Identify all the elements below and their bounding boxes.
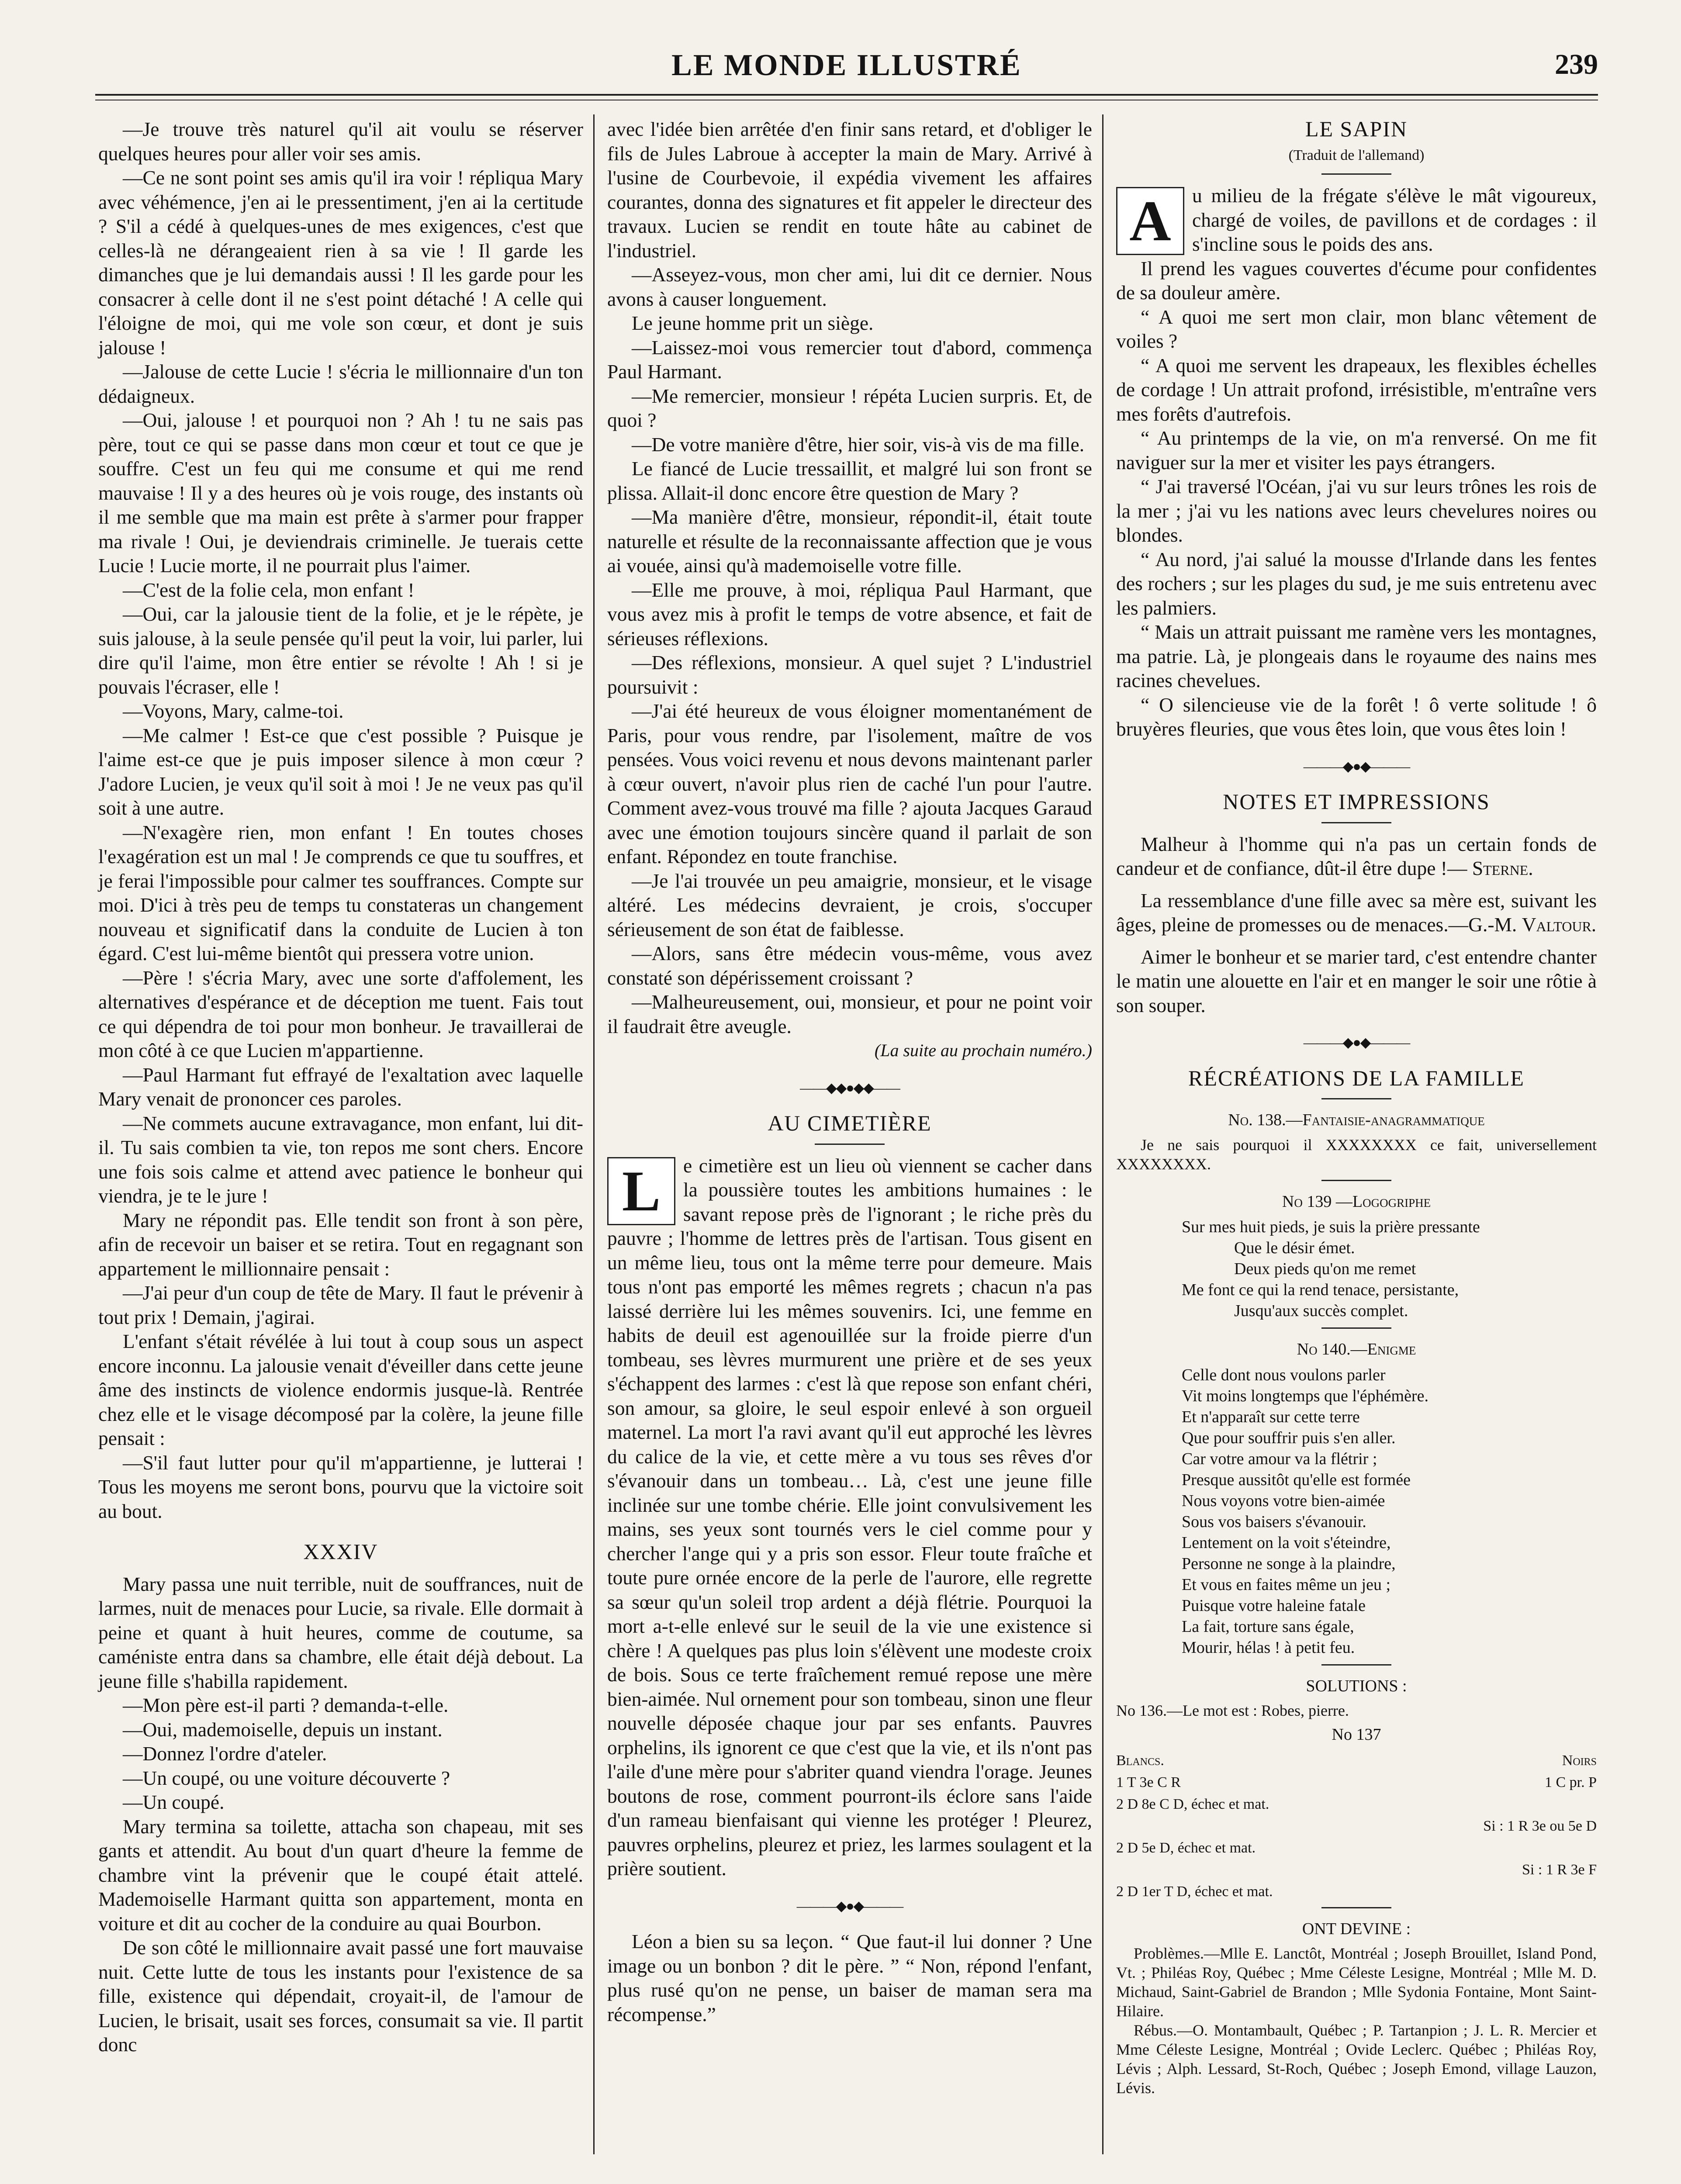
note-text: Malheur à l'homme qui n'a pas un certain fonds de candeur et de confiance, dût-il être dupe !—	[1116, 833, 1597, 879]
paragraph: —Ma manière d'être, monsieur, répondit-il, était toute naturelle et résulte de la reconnaissante affection que je vous ai vouée, ainsi qu'à mademoiselle votre fille.	[607, 506, 1092, 577]
paragraph	[607, 1154, 1092, 1881]
paragraph: —Je trouve très naturel qu'il ait voulu se réserver quelques heures pour aller voir ses amis.	[98, 118, 583, 165]
paragraph: —De votre manière d'être, hier soir, vis-à vis de ma fille.	[632, 433, 1085, 456]
white-move: 2 D 5e D, échec et mat.	[1116, 1839, 1256, 1856]
section-heading: RÉCRÉATIONS DE LA FAMILLE	[1188, 1065, 1525, 1090]
verse	[1116, 1365, 1597, 1658]
paragraph: “ Au nord, j'ai salué la mousse d'Irlande dans les fentes des rochers ; sur les plages du sud, je me suis entretenu avec les palmiers.	[1116, 548, 1597, 619]
verse-line: Sous vos baisers s'évanouir.	[1182, 1512, 1366, 1531]
short-rule	[1321, 1327, 1391, 1329]
note-text: Aimer le bonheur et se marier tard, c'est entendre chanter le matin une alouette en l'air et en manger le soir une rôtie à son souper.	[1116, 945, 1597, 1016]
paragraph: Mary passa une nuit terrible, nuit de souffrances, nuit de larmes, nuit de menaces pour Lucie, sa rivale. Elle dormait à peine et quant à huit heures, comme de coutume, sa caméniste entra dans sa chambre, elle était déjà debout. La jeune fille s'habilla rapidement.	[98, 1572, 583, 1692]
short-rule	[1321, 173, 1391, 175]
paragraph: —Père ! s'écria Mary, avec une sorte d'affolement, les alternatives d'espérance et de déception me tuent. Fais tout ce qui dépendra de toi pour mon bonheur. Je travaillerai de mon côté à ce que Lucien m'appartienne.	[98, 966, 583, 1061]
verse-line: Que pour souffrir puis s'en aller.	[1182, 1428, 1396, 1447]
paragraph: —N'exagère rien, mon enfant ! En toutes choses l'exagération est un mal ! Je comprends ce que tu souffres, et je ferai l'impossible pour calmer tes souffrances. Compte sur moi. D'ici à très peu de temps tu constateras un changement nouveau et significatif dans la conduite de Lucien à ton égard. C'est lui-même bientôt qui pressera votre union.	[98, 821, 583, 964]
section-heading: AU CIMETIÈRE	[768, 1111, 932, 1135]
header-rule	[95, 94, 1598, 96]
column-divider	[1102, 114, 1103, 2154]
paragraph: —C'est de la folie cela, mon enfant !	[123, 578, 415, 601]
paragraph: —Ne commets aucune extravagance, mon enfant, lui dit-il. Tu sais combien ta vie, ton repos me sont chers. Encore une fois sois calme et attend avec patience le bonheur qui viendra, je te le jure !	[98, 1112, 583, 1207]
paragraph: —Elle me prouve, à moi, répliqua Paul Harmant, que vous avez mis à profit le temps de votre absence, et fait de sérieuses réflexions.	[607, 578, 1092, 650]
puzzle-title: No. 138.—Fantaisie-anagrammatique	[1228, 1111, 1485, 1129]
paragraph: —Donnez l'ordre d'ateler.	[123, 1742, 327, 1765]
paragraph: L'enfant s'était révélée à lui tout à coup sous un aspect encore inconnu. La jalousie venait d'éveiller dans cette jeune âme des instincts de violence endormis jusque-là. Rentrée chez elle et le visage décomposé par la colère, la jeune fille pensait :	[98, 1330, 583, 1449]
paragraph: —Me remercier, monsieur ! répéta Lucien surpris. Et, de quoi ?	[607, 384, 1092, 431]
paragraph: —Je l'ai trouvée un peu amaigrie, monsieur, et le visage altéré. Les médecins devraient, je crois, s'occuper sérieusement de son état de faiblesse.	[607, 869, 1092, 940]
paragraph: “ Mais un attrait puissant me ramène vers les montagnes, ma patrie. Là, je plongeais dans le royaume des nains mes racines chevelues.	[1116, 621, 1597, 691]
note-text: La ressemblance d'une fille avec sa mère est, suivant les âges, pleine de promesses ou de menaces.—G.-M.	[1116, 889, 1597, 936]
section-heading: LE SAPIN	[1305, 117, 1408, 141]
paragraph: —Malheureusement, oui, monsieur, et pour ne point voir il faudrait être aveugle.	[607, 991, 1092, 1037]
white-move: 2 D 1er T D, échec et mat.	[1116, 1883, 1273, 1900]
drop-cap: L	[607, 1157, 675, 1225]
ornament-divider: ——◆◆●◆◆——	[800, 1079, 899, 1095]
verse	[1116, 1216, 1597, 1321]
paragraph: —Asseyez-vous, mon cher ami, lui dit ce dernier. Nous avons à causer longuement.	[607, 263, 1092, 310]
paragraph: —J'ai peur d'un coup de tête de Mary. Il faut le prévenir à tout prix ! Demain, j'agirai.	[98, 1282, 583, 1328]
paragraph: Mary ne répondit pas. Elle tendit son front à son père, afin de recevoir un baiser et se retira. Tout en regagnant son appartement le millionnaire pensait :	[98, 1209, 583, 1280]
short-rule	[815, 1144, 885, 1145]
white-label: Blancs.	[1116, 1752, 1164, 1769]
ornament-divider: ———◆●◆———	[1303, 1034, 1410, 1050]
paragraph: Léon a bien su sa leçon. “ Que faut-il lui donner ? Une image ou un bonbon ? dit le père. ” “ Non, répond l'enfant, plus rusé qu'on ne pense, un baiser de maman sera ma récompense.”	[607, 1930, 1092, 2025]
short-rule	[1321, 1180, 1391, 1181]
paragraph: —Oui, mademoiselle, depuis un instant.	[123, 1718, 443, 1741]
solution-137-title: No 137	[1332, 1725, 1381, 1744]
note-author: Valtour.	[1522, 913, 1597, 936]
paragraph: —Oui, car la jalousie tient de la folie, et je le répète, je suis jalouse, à la seule pensée qu'il peut la voir, lui parler, lui dire qu'il l'aime, mon être entier se révolte ! Ah ! si je pouvais l'écraser, elle !	[98, 603, 583, 698]
black-move: 1 C pr. P	[1544, 1774, 1597, 1790]
verse-line: Celle dont nous voulons parler	[1182, 1365, 1386, 1384]
sapin-first: u milieu de la frégate s'élève le mât vigoureux, chargé de voiles, de pavillons et de cordages : il s'incline sous le poids des ans.	[1192, 184, 1597, 255]
chess-row	[1116, 1881, 1597, 1903]
paragraph: “ A quoi me sert mon clair, mon blanc vêtement de voiles ?	[1116, 305, 1597, 352]
section-heading: NOTES ET IMPRESSIONS	[1223, 789, 1490, 814]
drop-cap: A	[1116, 187, 1184, 255]
paragraph	[1116, 183, 1597, 256]
black-move: Si : 1 R 3e F	[1522, 1861, 1597, 1878]
verse-line: Et n'apparaît sur cette terre	[1182, 1407, 1360, 1426]
paragraph: —Ce ne sont point ses amis qu'il ira voir ! répliqua Mary avec véhémence, j'en ai le pressentiment, j'en ai la certitude ? S'il a cédé à quelques-unes de mes exigences, c'est que celles-là ne dérangeaient rien à sa vie ! Il garde les dimanches que je lui demandais aussi ! Il les garde pour les consacrer à celle dont il ne s'est point détaché ! A celle qui l'éloigne de moi, qui me vole son cœur, et dont je suis jalouse !	[98, 166, 583, 359]
verse-line: Sur mes huit pieds, je suis la prière pressante	[1182, 1218, 1480, 1236]
ornament-divider: ———◆●◆———	[796, 1897, 903, 1914]
verse-line: Personne ne songe à la plaindre,	[1182, 1554, 1396, 1573]
column-2	[607, 117, 1092, 2026]
guessed-title: ONT DEVINE :	[1302, 1919, 1411, 1938]
chess-row	[1116, 1815, 1597, 1837]
paragraph: —Jalouse de cette Lucie ! s'écria le millionnaire d'un ton dédaigneux.	[98, 360, 583, 407]
note-author: Sterne.	[1472, 857, 1533, 879]
verse-line: Puisque votre haleine fatale	[1182, 1596, 1366, 1615]
paragraph: “ O silencieuse vie de la forêt ! ô verte solitude ! ô bruyères fleuries, que vous êtes loin, que vous êtes loin !	[1116, 693, 1597, 740]
puzzle-title: No 140.—Enigme	[1297, 1340, 1416, 1358]
chapter-heading: XXXIV	[303, 1539, 378, 1564]
subtitle: (Traduit de l'allemand)	[1288, 147, 1425, 163]
short-rule	[1321, 1907, 1391, 1908]
paragraph: Le jeune homme prit un siège.	[632, 312, 874, 334]
paragraph: Mary termina sa toilette, attacha son chapeau, mit ses gants et attendit. Au bout d'un quart d'heure la femme de chambre vint la prévenir que le coupé était attelé. Mademoiselle Harmant quitta son appartement, monta en voiture et dit au cocher de la conduire au quai Bourbon.	[98, 1815, 583, 1935]
paragraph: —Des réflexions, monsieur. A quel sujet ? L'industriel poursuivit :	[607, 651, 1092, 698]
verse-line: Que le désir émet.	[1234, 1239, 1355, 1257]
paragraph: —Un coupé.	[123, 1791, 225, 1813]
verse-line: Lentement on la voit s'éteindre,	[1182, 1533, 1391, 1552]
paragraph: “ J'ai traversé l'Océan, j'ai vu sur leurs trônes les rois de la mer ; j'ai vu les nations avec leurs chevelures noires ou blondes.	[1116, 475, 1597, 546]
verse-line: Me font ce qui la rend tenace, persistante,	[1182, 1281, 1459, 1299]
paragraph: —Alors, sans être médecin vous-même, vous avez constaté son dépérissement croissant ?	[607, 942, 1092, 989]
to-be-continued: (La suite au prochain numéro.)	[874, 1040, 1092, 1060]
black-label: Noirs	[1562, 1752, 1597, 1769]
white-move: 2 D 8e C D, échec et mat.	[1116, 1796, 1269, 1812]
paragraph: —Mon père est-il parti ? demanda-t-elle.	[123, 1694, 449, 1716]
paragraph: —Laissez-moi vous remercier tout d'abord, commença Paul Harmant.	[607, 336, 1092, 383]
paragraph: —Oui, jalouse ! et pourquoi non ? Ah ! tu ne sais pas père, tout ce qui se passe dans mon cœur et tout ce que je souffre. C'est un feu qui me consume et qui me rend mauvaise ! Il y a des heures où je vois rouge, des instants où il me semble que ma main est prête à s'armer pour frapper ma rivale ! Oui, je deviendrais criminelle. Je tuerais cette Lucie ! Lucie morte, il ne pourrait plus l'aimer.	[98, 409, 583, 577]
verse-line: Et vous en faites même un jeu ;	[1182, 1575, 1391, 1594]
paragraph: —Me calmer ! Est-ce que c'est possible ? Puisque je l'aime est-ce que je puis imposer silence à mon cœur ? J'adore Lucien, je veux qu'il soit à moi ! Je ne veux pas qu'il soit à une autre.	[98, 724, 583, 819]
verse-line: Deux pieds qu'on me remet	[1234, 1260, 1416, 1278]
newspaper-title: LE MONDE ILLUSTRÉ	[671, 48, 1022, 82]
chess-row	[1116, 1794, 1597, 1815]
paragraph: —Paul Harmant fut effrayé de l'exaltation avec laquelle Mary venait de prononcer ces paroles.	[98, 1063, 583, 1110]
chess-row	[1116, 1837, 1597, 1859]
note	[1116, 945, 1597, 1018]
verse-line: Vit moins longtemps que l'éphémère.	[1182, 1386, 1429, 1405]
verse-line: Jusqu'aux succès complet.	[1234, 1302, 1408, 1320]
short-rule	[1321, 1664, 1391, 1666]
column-divider	[593, 114, 595, 2154]
short-rule	[1321, 1098, 1391, 1099]
paragraph: De son côté le millionnaire avait passé une fort mauvaise nuit. Cette lutte de tous les instants pour l'existence de sa fille, existence qui dépendait, croyait-il, de l'amour de Lucien, le brisait, usait ses forces, consumait sa vie. Il partit donc	[98, 1936, 583, 2056]
white-move: 1 T 3e C R	[1116, 1774, 1181, 1790]
verse-line: La fait, torture sans égale,	[1182, 1617, 1354, 1636]
chess-solution	[1116, 1750, 1597, 1903]
paragraph: —Un coupé, ou une voiture découverte ?	[123, 1766, 450, 1789]
column-3	[1116, 117, 1597, 2098]
solution-136: No 136.—Le mot est : Robes, pierre.	[1116, 1702, 1349, 1719]
verse-line: Mourir, hélas ! à petit feu.	[1182, 1638, 1355, 1657]
page-number: 239	[1555, 48, 1598, 80]
chess-row	[1116, 1859, 1597, 1881]
chess-header	[1116, 1750, 1597, 1772]
paragraph: “ Au printemps de la vie, on m'a renversé. On me fit naviguer sur la mer et visiter les pays étrangers.	[1116, 427, 1597, 473]
ornament-divider: ———◆●◆———	[1303, 758, 1410, 774]
verse-line: Car votre amour va la flétrir ;	[1182, 1449, 1377, 1468]
paragraph: —Voyons, Mary, calme-toi.	[123, 700, 344, 722]
paragraph: Il prend les vagues couvertes d'écume pour confidentes de sa douleur amère.	[1116, 257, 1597, 304]
column-1	[98, 117, 583, 2057]
chess-row	[1116, 1772, 1597, 1794]
verse-line: Presque aussitôt qu'elle est formée	[1182, 1470, 1411, 1489]
paragraph: —J'ai été heureux de vous éloigner momentanément de Paris, pour vous rendre, par l'isolement, maître de vos pensées. Vous voici revenu et nous devons maintenant parler à cœur ouvert, n'avoir plus rien de caché l'un pour l'autre. Comment avez-vous trouvé ma fille ? ajouta Jacques Garaud avec une émotion toujours sincère quand il parlait de son enfant. Répondez en toute franchise.	[607, 700, 1092, 867]
puzzle-title: No 139 —Logogriphe	[1282, 1192, 1431, 1211]
note	[1116, 888, 1597, 937]
paragraph: —S'il faut lutter pour qu'il m'appartienne, je lutterai ! Tous les moyens me seront bons, pourvu que la victoire soit au bout.	[98, 1451, 583, 1522]
paragraph: Le fiancé de Lucie tressaillit, et malgré lui son front se plissa. Allait-il donc encore être question de Mary ?	[607, 457, 1092, 504]
short-rule	[1321, 822, 1391, 823]
puzzle-text: Je ne sais pourquoi il XXXXXXXX ce fait, universellement XXXXXXXX.	[1116, 1136, 1597, 1173]
cemetery-text: e cimetière est un lieu où viennent se cacher dans la poussière toutes les ambitions humaines : le savant repose près de l'ignorant ; le riche près du pauvre ; l'homme de lettres près de l'artisan. Tous gisent en un même lieu, tous ont la même terre pour demeure. Mais tous n'ont pas emporté les mêmes regrets ; chacun n'a pas laissé derrière lui les mêmes souvenirs. Ici, une femme en habits de deuil est agenouillée sur la froide pierre d'un tombeau, ses lèvres murmurent une prière et de ses yeux s'échappent des larmes : c'est là que repose son enfant chéri, son amour, sa gloire, le seul espoir enlevé à son orgueil maternel. La mort l'a ravi avant qu'il eut approché les lèvres du calice de la vie, et cette mère a vu tous ses rêves d'or s'évanouir dans un tombeau… Là, c'est une jeune fille inclinée sur une tombe chérie. Elle joint convulsivement les mains, ses yeux sont tournés vers le ciel comme pour y chercher l'ange qui y a pris son essor. Fleur toute fraîche et toute pure ornée encore de la perle de l'aurore, elle regrette sa sœur qu'un soleil trop ardent a déjà flétrie. Pourquoi la mort a-t-elle enlevé sur le seuil de la vie une existence si chère ! A quelques pas plus loin s'élèvent une modeste croix de bois. Sous ce terte fraîchement remué repose une mère bien-aimée. Nul ornement pour son tombeau, sinon une fleur nouvelle déposée chaque jour par ses enfants. Pauvres orphelins, ils ignorent ce que c'est que la vie, et ils n'ont pas l'aile d'une mère pour s'abriter quand viendra l'orage. Jeunes boutons de rose, comment pourront-ils éclore sans l'aide d'un rameau bienfaisant qui vienne les protéger ! Pleurez, pauvres orphelins, pleurez et priez, les larmes soulagent et la prière soutient.	[607, 1154, 1092, 1880]
guessed-problems: Problèmes.—Mlle E. Lanctôt, Montréal ; Joseph Brouillet, Island Pond, Vt. ; Philéas Roy, Québec ; Mme Céleste Lesigne, Montréal ; Mlle M. D. Michaud, Saint-Gabriel de Brandon ; Mlle Sydonia Fontaine, Mont Saint-Hilaire.	[1116, 1945, 1597, 2020]
black-move: Si : 1 R 3e ou 5e D	[1483, 1818, 1597, 1834]
note	[1116, 832, 1597, 881]
paragraph: “ A quoi me servent les drapeaux, les flexibles échelles de cordage ! Un attrait profond, irrésistible, m'entraîne vers mes forêts d'autrefois.	[1116, 354, 1597, 425]
paragraph: avec l'idée bien arrêtée d'en finir sans retard, et d'obliger le fils de Jules Labroue à accepter la main de Mary. Arrivé à l'usine de Courbevoie, il expédia vivement les affaires courantes, donna des signatures et fit appeler le directeur des travaux. Lucien se rendit en toute hâte au cabinet de l'industriel.	[607, 118, 1092, 262]
guessed-rebus: Rébus.—O. Montambault, Québec ; P. Tartanpion ; J. L. R. Mercier et Mme Céleste Lesigne, Montréal ; Ovide Leclerc. Québec ; Philéas Roy, Lévis ; Alph. Lessard, St-Roch, Québec ; Joseph Emond, village Lauzon, Lévis.	[1116, 2022, 1597, 2097]
verse-line: Nous voyons votre bien-aimée	[1182, 1491, 1385, 1510]
solutions-title: SOLUTIONS :	[1306, 1676, 1407, 1695]
